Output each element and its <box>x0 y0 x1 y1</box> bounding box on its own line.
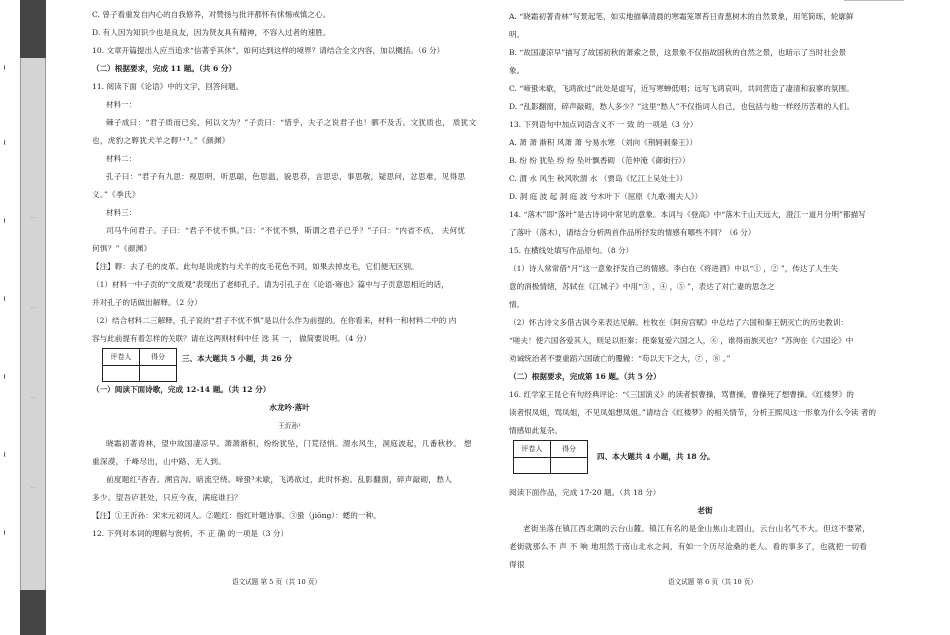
section-heading: 三、本大题共 5 小题，共 26 分 <box>182 354 292 363</box>
quote-line: 司马牛问君子。子曰：“君子不忧不惧。”曰：“不忧不惧，斯谓之君子已乎？”子曰：“内省不疚， 夫何忧 <box>106 226 466 235</box>
option-line: D. “乱影翻窗，碎声敲砌，愁人多少？”这里“愁人”不仅指词人自己，也包括与他一样经历苦难的人们。 <box>509 102 855 111</box>
question-14: 14. “落木”即“落叶”是古诗词中常见的意象。本词与《登高》中“落木千山天远大，澄江一道月分明”都描写 <box>509 210 866 219</box>
top-border <box>844 0 904 1</box>
article-title: 老街 <box>697 506 713 515</box>
poem-line: 晓霜初著青林，望中故国凄凉早。萧萧渐积，纷纷犹坠，门荒径悄。渭水风生，洞庭波起，几番秋杪。 想 <box>106 439 472 448</box>
binding-hole <box>4 140 7 145</box>
poem-author: 王沂孙¹ <box>278 422 301 430</box>
binding-dark-top <box>20 0 46 58</box>
page-footer: 语文试题 第 5 页（共 10 页） <box>232 578 322 586</box>
option-line: D. 洞 庭 波 起 洞 庭 波 兮木叶下（屈原《九歌·湘夫人》） <box>509 192 703 201</box>
material-label: 材料二： <box>106 154 137 163</box>
poem-line: 重深漠，千峰尽出，山中路、无人到。 <box>92 457 227 466</box>
sub-question: 容与此前提有着怎样的关联？请在这两则材料中任 选 其 一， 做简要说明。（4 分） <box>92 334 371 343</box>
sub-question: 并对孔子的话做出解释。（2 分） <box>92 298 202 307</box>
section-heading: （一）阅读下面诗歌，完成 12-14 题。（共 12 分） <box>92 385 271 394</box>
binding-hole <box>4 65 7 70</box>
question-16: 读者恨凤姐，骂凤姐，不见凤姐想凤姐。”请结合《红楼梦》的相关情节，分析王熙凤这一形象为什么令读 者的 <box>509 408 876 417</box>
binding-hole <box>4 218 7 223</box>
sub-question: （2）结合材料二三解释，孔子说的“君子不忧不惧”是以什么作为前提的。在你看来，材料一和材料二中的 内 <box>92 316 457 325</box>
grader-table <box>102 348 177 382</box>
option-line: C. 渭 水 风生 秋风吹渭 水 （贾岛《忆江上吴处士》） <box>509 174 688 183</box>
grader-label: 得分 <box>140 349 177 366</box>
binding-strip <box>20 0 46 635</box>
option-line: A. 萧 萧 渐积 风萧 萧 兮易水寒 （刘向《荆轲刺秦王》） <box>509 138 698 147</box>
poem-line: 多少。望吾庐甚处，只应今夜，满庭谁扫？ <box>92 493 242 502</box>
grader-cell[interactable] <box>514 458 551 474</box>
fill-blank-line: 意的消极情绪，苏轼在《江城子》中用“③ ，④ ，⑤ ”，表达了对亡妻的思念之 <box>509 282 775 291</box>
question-14: 了落叶（落木），请结合分析两首作品所抒发的情感有哪些不同？（6 分） <box>509 228 756 237</box>
quote-line: 棘子成曰：“君子质而已矣，何以文为？”子贡曰：“惜乎，夫子之说君子也！驷不及舌。文犹质也， 质犹文 <box>106 118 477 127</box>
grader-label: 评卷人 <box>103 349 140 366</box>
fill-blank-line: （1）诗人常常借“月”这一意象抒发自己的情感。李白在《将进酒》中以“① ，② ”，传达了人生失 <box>509 264 838 273</box>
grader-table <box>513 440 588 474</box>
reading-intro: 阅读下面作品，完成 17-20 题。（共 18 分） <box>509 488 661 497</box>
sub-question: （1）材料一中子贡的“文质观”表现出了老师孔子。请为引孔子在《论语·雍也》篇中与子贡意思相近的话， <box>92 280 449 289</box>
fill-blank-line: （2）怀古诗文多借古讽今来表达见解。杜牧在《阿房宫赋》中总结了六国和秦王朝灭亡的历史教训： <box>509 318 848 327</box>
note-line: 【注】①王沂孙：宋末元初词人。②题红：指红叶题诗事。③蛩（jiōng）：蟋的一种。 <box>92 511 381 520</box>
text-line: D. 有人因为知识少也是良友，因为贤友具有精神，不容入过者的速胜。 <box>92 28 331 37</box>
fill-blank-line: 情。 <box>509 300 525 309</box>
option-line: C. “啼蛩未歇，飞鸿欲过”此处是虚写，近写寒蝉低唱；远写飞鸿哀叫，共同营造了凄清和寂寥的氛围。 <box>509 84 854 93</box>
grader-cell[interactable] <box>103 366 140 382</box>
grader-label: 得分 <box>551 441 588 458</box>
binding-mark: … <box>31 304 35 309</box>
binding-hole <box>4 452 7 457</box>
binding-dark-bottom <box>20 590 46 635</box>
quote-line: 也，虎豹之鞟犹犬羊之鞟¹⁺³。”《颜渊》 <box>92 136 230 145</box>
grader-label: 评卷人 <box>514 441 551 458</box>
poem-line: 前度题红²杳杳。溯宫沟、暗流空绕。啼蛩³未歇，飞鸿欲过，此时怀抱。乱影翻窗，碎声敲砌，愁人 <box>106 475 453 484</box>
question-16: 情感如此复杂。 <box>509 426 563 435</box>
material-label: 材料三： <box>106 208 137 217</box>
option-line: 象。 <box>509 66 525 75</box>
text-line: C. 曾子看重发自内心的自我修养，对赞扬与批评都怀有怵惕戒慎之心。 <box>92 10 331 19</box>
question-10: 10. 文章开篇提出人应当追求“信著乎其休”，如何达到这样的境界？请结合全文内容，加以概括。（6 分） <box>92 46 445 55</box>
quote-line: 孔子曰：“君子有九思：视思明，听思聪，色思温，貌思恭，言思忠，事思敬，疑思问，忿思难，见得思 <box>106 172 466 181</box>
article-line: 老街就那么不 声 不 响 地坦然于南山北水之间，有如一个历尽沧桑的老人。看的事多了，也就把一切看 <box>509 542 868 551</box>
binding-mark: … <box>31 214 35 219</box>
option-line: 明。 <box>509 30 525 39</box>
score-cell[interactable] <box>551 458 588 474</box>
section-heading: 四、本大题共 4 小题，共 18 分。 <box>597 452 715 461</box>
section-heading: （二）根据要求，完成第 16 题。（共 5 分） <box>509 372 661 381</box>
question-12: 12. 下列对本词的理解与赏析，不 正 确 的一项是（3 分） <box>92 529 289 538</box>
option-line: B. 纷 纷 犹坠 纷 纷 坠叶飘香砌 （范仲淹《御街行》） <box>509 156 690 165</box>
section-heading: （二）根据要求，完成 11 题。（共 6 分） <box>92 64 237 73</box>
question-15: 15. 在横线处填写作品原句。（8 分） <box>509 246 634 255</box>
score-cell[interactable] <box>140 366 177 382</box>
question-11: 11. 阅读下面《论语》中的文字，回答问题。 <box>92 82 244 91</box>
article-line: 得很 <box>509 560 525 569</box>
fill-blank-line: “嗟夫！使六国各爱其人，则足以拒秦；使秦复爱六国之人，⑥ ，谁得而族灭也？”苏洵在《六国论》中 <box>509 336 854 345</box>
note-line: 【注】鞟：去了毛的皮革。此句是说虎豹与犬羊的皮毛花色不同，如果去掉皮毛，它们便无区别。 <box>92 262 419 271</box>
quote-line: 何惧？”《颜渊》 <box>92 244 152 253</box>
material-label: 材料一： <box>106 100 137 109</box>
binding-margin <box>0 0 46 635</box>
page-footer: 语文试题 第 6 页（共 10 页） <box>668 578 758 586</box>
question-16: 16. 红学家王昆仑有句经典评论：“《三国演义》的读者恨曹操，骂曹操，曹操死了想曹操。《红楼梦》的 <box>509 390 854 399</box>
binding-hole <box>4 530 7 535</box>
option-line: A. “晓霜初著青林”写景起笔，如实地描摹清晨的寒霜笼罩苔日青葱树木的自然景象，用笔简练，轮廓鲜 <box>509 12 854 21</box>
poem-title: 水龙吟·落叶 <box>269 403 310 412</box>
fill-blank-line: 劝诫统治者不要重蹈六国破亡的覆辙：“苟以天下之大，⑦ ，⑧ 。” <box>509 354 731 363</box>
binding-mark: … <box>31 394 35 399</box>
quote-line: 义。”《季氏》 <box>92 190 140 199</box>
binding-hole <box>4 296 7 301</box>
article-line: 老街坐落在镇江西北隅的云台山麓。镇江有名的是金山焦山北固山，云台山名气不大。但这不要紧， <box>523 524 871 533</box>
option-line: B. “故国凄凉早”描写了故国初秋的萧索之景，这景象不仅指故国秋的自然之景，也暗示了当时社会景 <box>509 48 847 57</box>
binding-hole <box>4 374 7 379</box>
binding-mark: … <box>31 484 35 489</box>
question-13: 13. 下列语句中加点词语含义不 一 致 的一项是（3 分） <box>509 120 698 129</box>
